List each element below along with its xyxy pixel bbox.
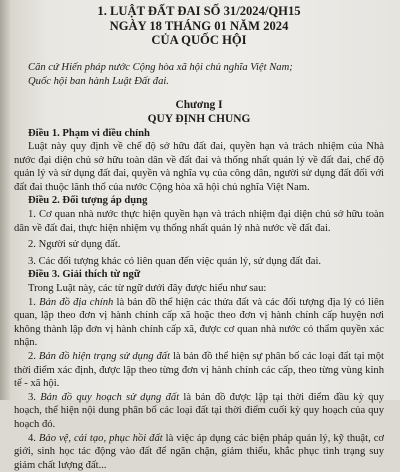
article3-intro: Trong Luật này, các từ ngữ dưới đây được hiểu như sau: xyxy=(28,283,267,295)
law-title-line1: 1. LUẬT ĐẤT ĐAI SỐ 31/2024/QH15 xyxy=(97,4,301,18)
definition-item xyxy=(14,432,384,472)
article2-item: 1. Cơ quan nhà nước thực hiện quyền hạn và trách nhiệm đại diện chủ sở hữu toàn dân về đất đai, thực hiện nhiệm vụ thống nhất quản lý nhà nước về đất đai. xyxy=(14,209,384,234)
chapter-title: QUY ĐỊNH CHUNG xyxy=(147,112,251,125)
definition-item xyxy=(14,391,384,432)
definition-text: là việc áp dụng các biện pháp quản lý, kỹ thuật, cơ giới, sinh học tác động vào đất để ngăn chặn, giảm thiểu, khắc phục tình trạng suy giảm chất lượng đất... xyxy=(14,432,385,471)
definition-item xyxy=(14,296,384,350)
article2-item: 3. Các đối tượng khác có liên quan đến việc quản lý, sử dụng đất đai. xyxy=(28,255,322,267)
definition-term: Bảo vệ, cải tạo, phục hồi đất xyxy=(38,432,163,444)
law-title-line3: CỦA QUỐC HỘI xyxy=(151,33,247,47)
book-gutter xyxy=(0,0,10,400)
preamble-promulgation: Quốc hội ban hành Luật Đất đai. xyxy=(28,75,169,87)
article1-body: Luật này quy định về chế độ sở hữu đất đai, quyền hạn và trách nhiệm của Nhà nước đại diện chủ sở hữu toàn dân về đất đai và thống nhất quản lý về đất đai, chế độ quản lý và sử dụng đất đai, quyền và nghĩa vụ của công dân, người sử dụng đất đối với đất đai thuộc lãnh thổ của nước Cộng hòa xã hội chủ nghĩa Việt Nam. xyxy=(14,141,384,193)
definition-term: Bản đồ địa chính xyxy=(39,296,114,308)
preamble-basis: Căn cứ Hiến pháp nước Cộng hòa xã hội chủ nghĩa Việt Nam; xyxy=(28,61,293,73)
law-title-line2: NGÀY 18 THÁNG 01 NĂM 2024 xyxy=(109,18,289,33)
definition-term: Bản đồ hiện trạng sử dụng đất xyxy=(38,351,171,362)
definition-number: 4. xyxy=(28,432,39,444)
article2-title: Điều 2. Đối tượng áp dụng xyxy=(28,195,148,207)
definition-number: 2. xyxy=(28,351,39,362)
page-content xyxy=(14,4,400,472)
chapter-number: Chương I xyxy=(175,98,223,111)
article3-title: Điều 3. Giải thích từ ngữ xyxy=(28,269,141,281)
definition-number: 1. xyxy=(28,296,40,308)
definition-item xyxy=(14,350,384,391)
definition-number: 3. xyxy=(28,391,41,403)
definition-text: là bản đồ thể hiện các thửa đất và các đối tượng địa lý có liên quan, lập theo đơn vị hành chính cấp xã hoặc theo đơn vị hành chính cấp huyện nơi không thành lập đơn vị hành chính cấp xã, được cơ quan nhà nước có thẩm quyền xác nhận. xyxy=(14,296,384,349)
article2-item: 2. Người sử dụng đất. xyxy=(28,239,121,251)
article1-title: Điều 1. Phạm vi điều chỉnh xyxy=(28,127,150,139)
definition-term: Bản đồ quy hoạch sử dụng đất xyxy=(40,391,180,403)
definition-text: là bản đồ được lập tại thời điểm đầu kỳ quy hoạch, thể hiện nội dung phân bố các loại đất tại thời điểm cuối kỳ quy hoạch của quy hoạch đó. xyxy=(14,391,385,430)
definition-text: là bản đồ thể hiện sự phân bố các loại đất tại một thời điểm xác định, được lập theo từng đơn vị hành chính các cấp, theo từng vùng kinh tế - xã hội. xyxy=(14,351,385,390)
